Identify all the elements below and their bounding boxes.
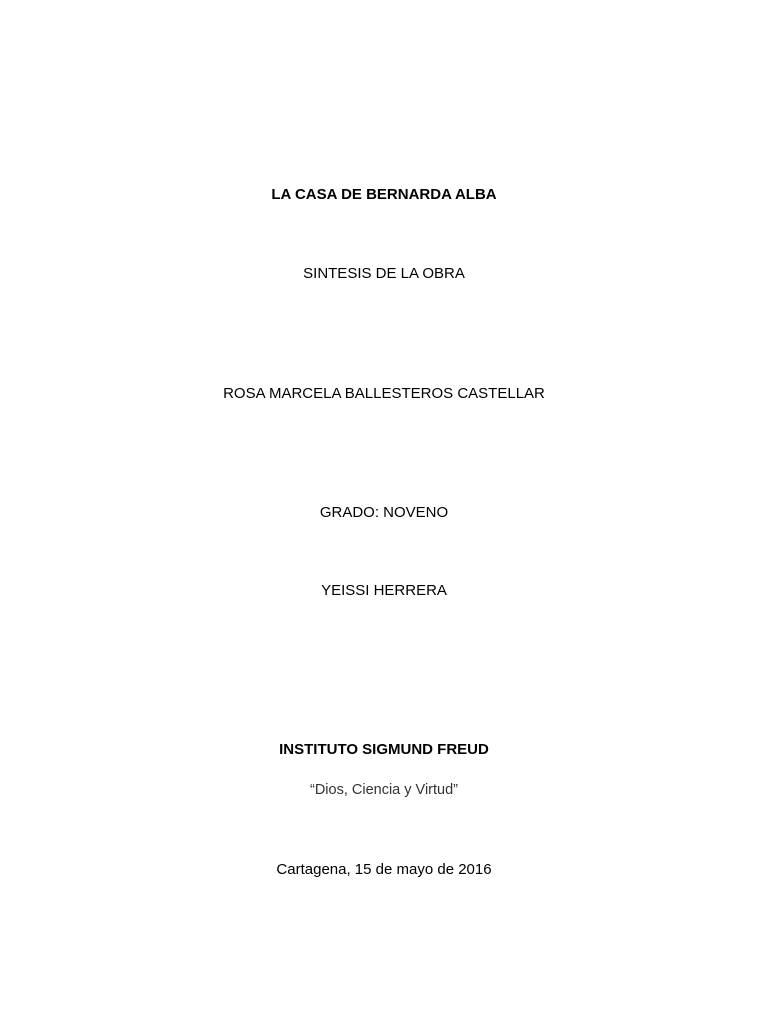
document-title: LA CASA DE BERNARDA ALBA [271,186,497,203]
institution-motto: “Dios, Ciencia y Virtud” [309,782,458,798]
teacher-name: YEISSI HERRERA [321,582,447,599]
author-name: ROSA MARCELA BALLESTEROS CASTELLAR [223,385,545,402]
grade-label: GRADO: NOVENO [319,504,449,521]
institution-name: INSTITUTO SIGMUND FREUD [279,741,489,758]
place-and-date: Cartagena, 15 de mayo de 2016 [276,861,492,878]
document-subtitle: SINTESIS DE LA OBRA [303,265,465,282]
